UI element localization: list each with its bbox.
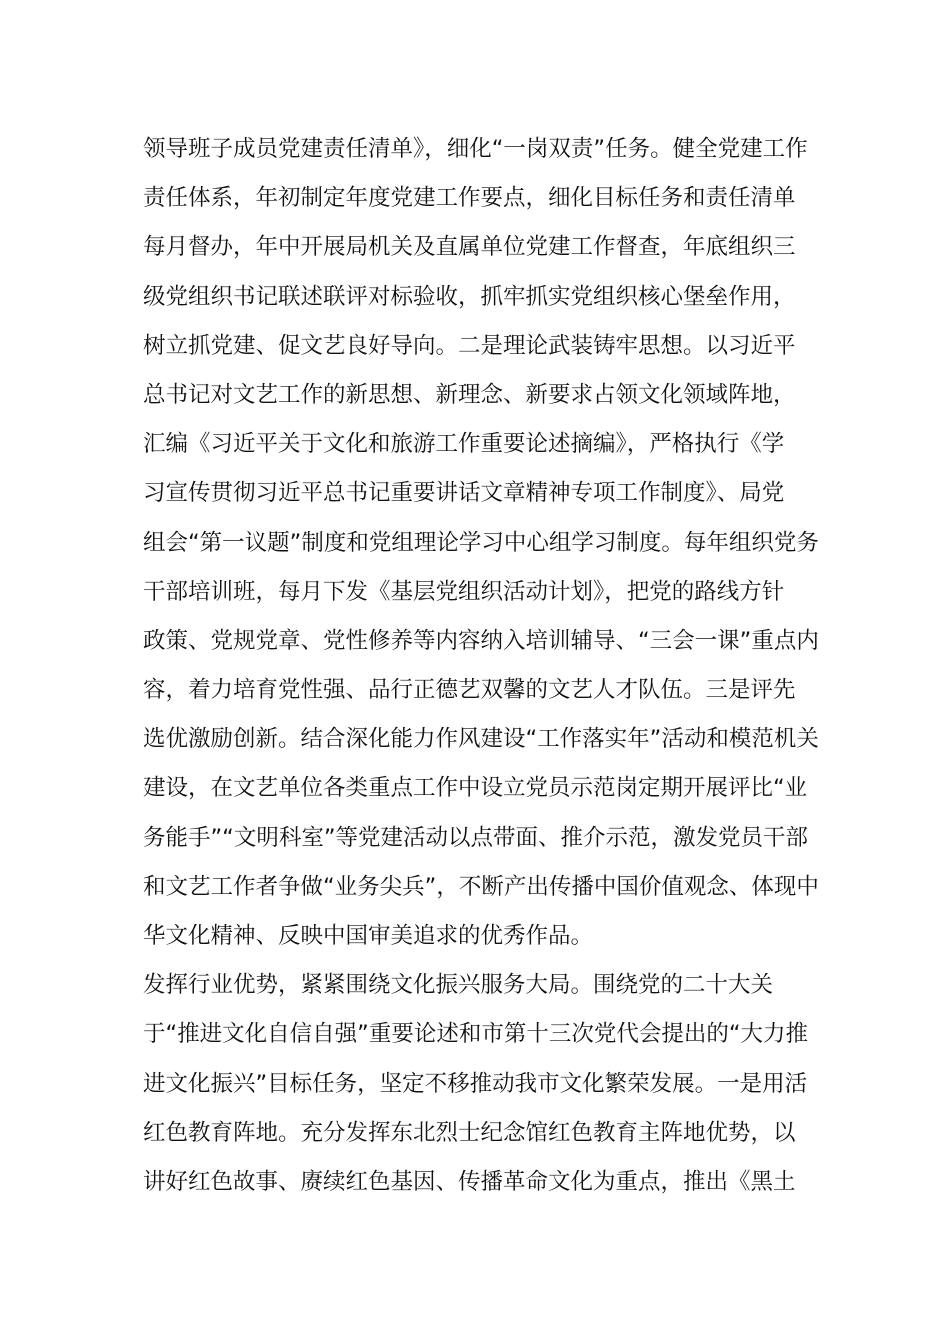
text-line-22: 讲好红色故事、赓续红色基因、传播革命文化为重点，推出《黑土 bbox=[143, 1168, 796, 1195]
text-line-2: 责任体系，年初制定年度党建工作要点，细化目标任务和责任清单 bbox=[143, 185, 796, 212]
body-text bbox=[143, 125, 823, 1207]
text-line-3: 每月督办，年中开展局机关及直属单位党建工作督查，年底组织三 bbox=[143, 234, 796, 261]
text-line-20: 进文化振兴”目标任务，坚定不移推动我市文化繁荣发展。一是用活 bbox=[143, 1070, 808, 1097]
text-line-19: 于“推进文化自信自强”重要论述和市第十三次党代会提出的“大力推 bbox=[143, 1021, 808, 1048]
text-line-15: 务能手”“文明科室”等党建活动以点带面、推介示范，激发党员干部 bbox=[143, 824, 808, 851]
text-line-13: 选优激励创新。结合深化能力作风建设“工作落实年”活动和模范机关 bbox=[143, 726, 819, 753]
text-line-16: 和文艺工作者争做“业务尖兵”，不断产出传播中国价值观念、体现中 bbox=[143, 873, 819, 900]
text-line-5: 树立抓党建、促文艺良好导向。二是理论武装铸牢思想。以习近平 bbox=[143, 332, 796, 359]
text-line-6: 总书记对文艺工作的新思想、新理念、新要求占领文化领域阵地， bbox=[143, 381, 796, 408]
text-line-21: 红色教育阵地。充分发挥东北烈士纪念馆红色教育主阵地优势，以 bbox=[143, 1119, 796, 1146]
text-line-18: 发挥行业优势，紧紧围绕文化振兴服务大局。围绕党的二十大关 bbox=[143, 972, 774, 999]
text-line-10: 干部培训班，每月下发《基层党组织活动计划》，把党的路线方针 bbox=[143, 578, 785, 605]
text-line-17: 华文化精神、反映中国审美追求的优秀作品。 bbox=[143, 923, 594, 949]
text-line-8: 习宣传贯彻习近平总书记重要讲话文章精神专项工作制度》、局党 bbox=[143, 480, 785, 507]
text-line-4: 级党组织书记联述联评对标验收，抓牢抓实党组织核心堡垒作用， bbox=[143, 283, 796, 310]
text-line-7: 汇编《习近平关于文化和旅游工作重要论述摘编》，严格执行《学 bbox=[143, 431, 785, 458]
text-line-14: 建设，在文艺单位各类重点工作中设立党员示范岗定期开展评比“业 bbox=[143, 775, 808, 802]
text-line-11: 政策、党规党章、党性修养等内容纳入培训辅导、“三会一课”重点内 bbox=[143, 627, 819, 654]
text-line-12: 容，着力培育党性强、品行正德艺双馨的文艺人才队伍。三是评先 bbox=[143, 677, 796, 704]
text-line-9: 组会“第一议题”制度和党组理论学习中心组学习制度。每年组织党务 bbox=[143, 529, 819, 556]
text-line-1: 领导班子成员党建责任清单》，细化“一岗双责”任务。健全党建工作 bbox=[143, 136, 808, 162]
